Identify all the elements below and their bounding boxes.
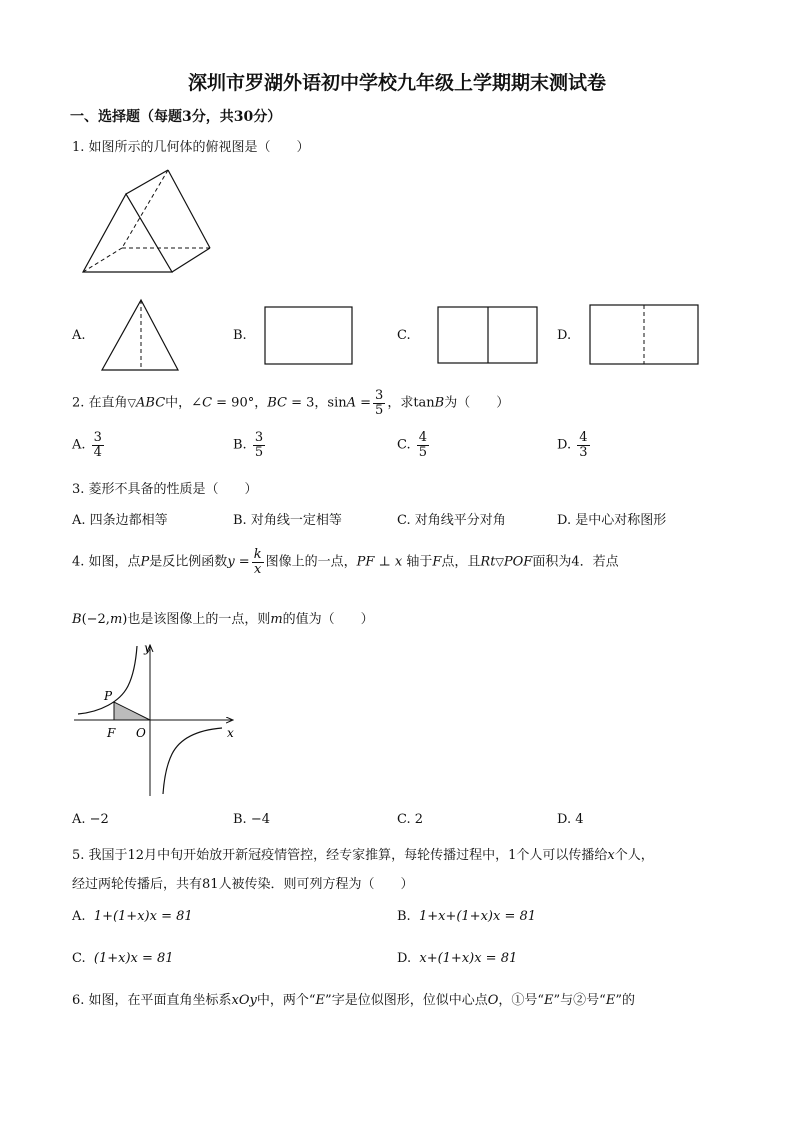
question-3-stem: 3. 菱形不具备的性质是（ ） — [72, 482, 258, 497]
q5-option-expr: 1+(1+x)x = 81 — [93, 909, 193, 924]
frac-num: 3 — [93, 430, 102, 445]
q6-text: ，①号“ — [498, 993, 545, 1008]
q2-option-b-fraction — [253, 431, 265, 459]
triangular-prism-figure — [78, 168, 213, 276]
q2-option-label: A. — [72, 437, 86, 453]
q4-triangle-symbol: ▽ — [495, 555, 504, 569]
q2-a: A — [346, 395, 356, 411]
q1-option-a-label[interactable]: A. — [72, 328, 86, 343]
q2-fraction — [373, 389, 385, 417]
q4-frac-num: k — [253, 547, 262, 562]
page-title: 深圳市罗湖外语初中学校九年级上学期期末测试卷 — [187, 72, 606, 94]
q4-text: ⊥ — [374, 554, 395, 570]
q5-option-label: D. — [397, 951, 412, 966]
frac-den: 4 — [93, 444, 102, 460]
q2-option-label: C. — [397, 437, 411, 453]
q5-option-label: B. — [397, 909, 411, 924]
q4-text: 是反比例函数 — [149, 554, 228, 570]
q4-text: (−2, — [81, 612, 110, 627]
q5-text: 个人， — [614, 848, 654, 863]
frac-den: 5 — [254, 444, 264, 460]
q4-fraction — [252, 548, 264, 576]
q1-option-c-rectangle-solid-divider[interactable] — [437, 306, 539, 366]
q4-text: 轴于 — [402, 554, 433, 570]
q6-text: ”与②号“ — [553, 993, 606, 1008]
q2-frac-den: 5 — [375, 402, 384, 418]
q2-option-b[interactable] — [233, 431, 267, 459]
q1-option-c-label[interactable]: C. — [397, 328, 411, 343]
q6-text: 6. 如图，在平面直角坐标系 — [72, 993, 232, 1008]
q2-option-d-fraction — [577, 431, 589, 459]
q4-text: 点，且 — [441, 554, 481, 570]
q2-option-d[interactable] — [557, 431, 592, 459]
q4-hyperbola-graph — [70, 640, 245, 800]
question-5-stem-line2: 经过两轮传播后，共有81人被传染．则可列方程为（ ） — [72, 877, 414, 892]
q3-option-d[interactable]: D. 是中心对称图形 — [557, 513, 667, 528]
q1-option-a-triangle[interactable] — [100, 298, 180, 372]
q4-option-a[interactable]: A. −2 — [72, 812, 109, 827]
q2-frac-num: 3 — [375, 388, 384, 403]
q2-option-label: B. — [233, 437, 247, 453]
q6-text: ”的 — [615, 993, 635, 1008]
q2-triangle-symbol: ▽ — [127, 396, 137, 410]
q4-p: P — [140, 554, 150, 570]
graph-label-x: x — [227, 726, 234, 740]
question-1-stem: 1. 如图所示的几何体的俯视图是（ ） — [72, 140, 310, 155]
q6-text: ”字是位似图形，位似中心点 — [325, 993, 488, 1008]
q4-b: B — [72, 612, 82, 627]
q6-xoy: xOy — [231, 993, 257, 1008]
q2-option-a-fraction — [92, 431, 104, 459]
frac-num: 3 — [254, 430, 264, 445]
q2-option-c[interactable] — [397, 431, 431, 459]
q4-x: x — [394, 554, 403, 570]
q2-option-c-fraction — [417, 431, 429, 459]
graph-label-o: O — [136, 726, 146, 740]
q4-y: y — [227, 554, 235, 570]
q4-m: m — [109, 612, 123, 627]
q3-option-c[interactable]: C. 对角线平分对角 — [397, 513, 506, 528]
q2-text: 2. 在直角 — [72, 395, 128, 411]
q4-option-d[interactable]: D. 4 — [557, 812, 584, 827]
q4-frac-den: x — [253, 561, 262, 577]
q2-b: B — [434, 395, 445, 411]
q5-option-a[interactable] — [72, 909, 193, 924]
q2-c: C — [202, 395, 213, 411]
q4-text: 图像上的一点， — [265, 554, 357, 570]
q2-abc: ABC — [136, 395, 166, 411]
graph-label-p: P — [104, 689, 113, 703]
q6-e: E — [315, 993, 326, 1008]
q2-text: ，求tan — [387, 395, 435, 411]
q5-option-b[interactable] — [397, 909, 536, 924]
q4-f: F — [432, 554, 442, 570]
q5-option-expr: (1+x)x = 81 — [93, 951, 174, 966]
q4-text: 4. 如图，点 — [72, 554, 141, 570]
q3-option-b[interactable]: B. 对角线一定相等 — [233, 513, 342, 528]
q2-option-a[interactable] — [72, 431, 106, 459]
q5-x: x — [607, 848, 615, 863]
q2-text: 为（ ） — [444, 395, 510, 411]
graph-label-f: F — [107, 726, 116, 740]
q6-e: E — [544, 993, 554, 1008]
q5-text: 5. 我国于12月中旬开始放开新冠疫情管控，经专家推算，每轮传播过程中，1个人可以传播给 — [72, 848, 608, 863]
graph-label-y: y — [144, 641, 151, 655]
q1-option-b-label[interactable]: B. — [233, 328, 247, 343]
q2-text: = — [356, 395, 372, 411]
q5-option-expr: 1+x+(1+x)x = 81 — [418, 909, 537, 924]
q2-text: = 3，sin — [286, 395, 347, 411]
q4-pof: POF — [503, 554, 533, 570]
q4-option-c[interactable]: C. 2 — [397, 812, 424, 827]
q1-option-d-label[interactable]: D. — [557, 328, 572, 343]
question-6-stem — [72, 989, 635, 1008]
q4-text: 面积为4．若点 — [532, 554, 619, 570]
q4-option-b[interactable]: B. −4 — [233, 812, 270, 827]
q5-option-label: A. — [72, 909, 86, 924]
q1-option-b-rectangle[interactable] — [264, 306, 354, 366]
q4-text: 的值为（ ） — [282, 612, 374, 627]
question-4-stem-line2 — [72, 608, 374, 627]
q4-text: = — [234, 554, 250, 570]
q4-pf: PF — [356, 554, 375, 570]
question-4-stem-line1 — [72, 548, 619, 576]
question-5-stem-line1 — [72, 844, 654, 863]
q2-option-label: D. — [557, 437, 572, 453]
q2-text: = 90°， — [212, 395, 268, 411]
q2-text: 中，∠ — [165, 395, 203, 411]
frac-num: 4 — [418, 430, 428, 445]
q6-o: O — [487, 993, 499, 1008]
frac-num: 4 — [579, 430, 588, 445]
q6-text: 中，两个“ — [256, 993, 316, 1008]
q4-m: m — [270, 612, 283, 627]
q3-option-a[interactable]: A. 四条边都相等 — [72, 513, 168, 528]
q5-option-label: C. — [72, 951, 86, 966]
q6-e: E — [605, 993, 616, 1008]
question-2-stem — [72, 389, 509, 417]
section-heading: 一、选择题（每题3分，共30分） — [70, 109, 282, 125]
q5-option-c[interactable] — [72, 951, 174, 966]
q5-option-d[interactable] — [397, 951, 517, 966]
q4-rt: Rt — [480, 554, 496, 570]
q5-option-expr: x+(1+x)x = 81 — [419, 951, 518, 966]
q2-bc: BC — [267, 395, 287, 411]
frac-den: 5 — [418, 444, 428, 460]
q4-text: )也是该图像上的一点，则 — [122, 612, 271, 627]
q1-option-d-rectangle-dashed-divider[interactable] — [589, 304, 701, 366]
frac-den: 3 — [579, 444, 588, 460]
